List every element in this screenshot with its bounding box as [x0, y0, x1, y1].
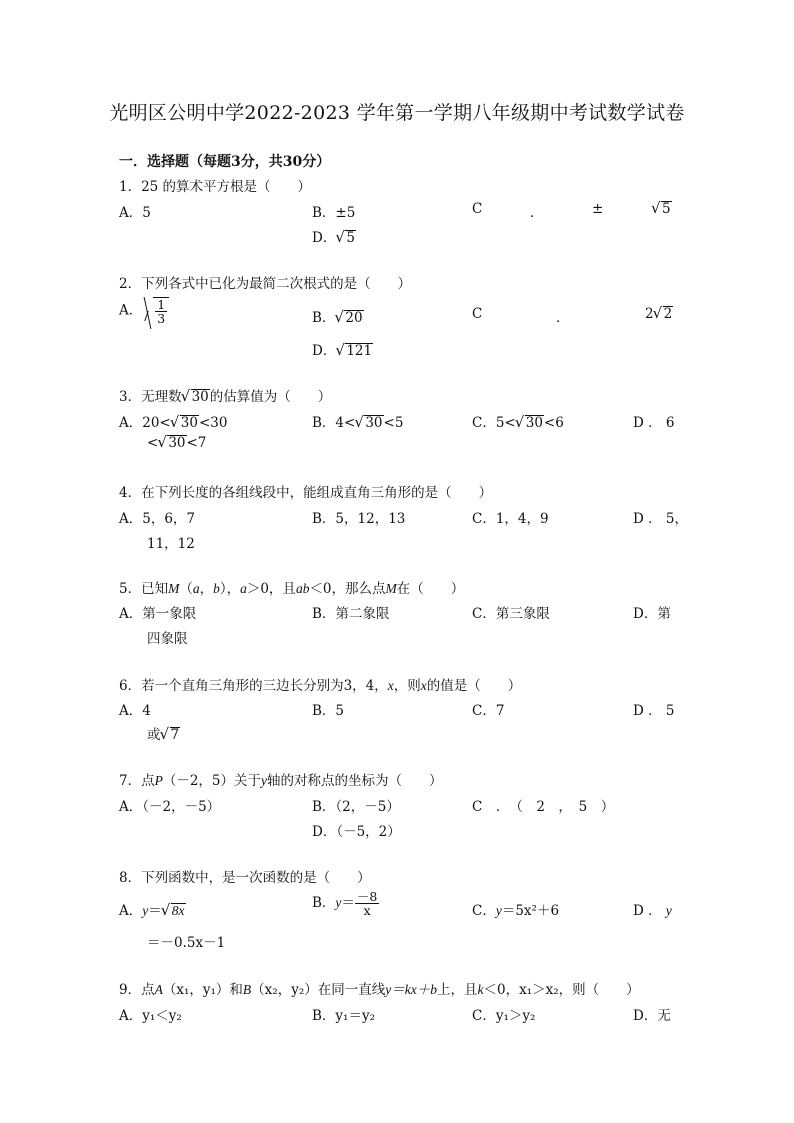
option-c: C．5< √ 30<6 — [472, 411, 564, 431]
option-c: C．y＝5x²＋6 — [472, 903, 560, 919]
option-d-radicand: 5 — [346, 230, 355, 246]
question-stem: 7．点P（－2，5）关于y轴的对称点的坐标为（ ） — [119, 773, 443, 789]
option-b: B．y₁＝y₂ — [312, 1008, 375, 1024]
question-stem: 4．在下列长度的各组线段中，能组成直角三角形的是（ ） — [119, 485, 493, 501]
option-b: B．5，12，13 — [312, 511, 406, 527]
option-a: A．4 — [119, 703, 151, 719]
option-c: C．7 — [472, 703, 505, 719]
option-d-continued: 四象限 — [147, 631, 188, 647]
option-a: A．（－2，－5） — [119, 799, 221, 815]
option-a: A．5，6，7 — [119, 511, 196, 527]
option-b: B．y＝ $\frac{-8}{x}$ — [312, 889, 378, 919]
option-d-label: D． — [312, 230, 337, 246]
option-c-label: C — [472, 306, 483, 322]
question-stem: 9．点A（x₁，y₁）和B（x₂，y₂）在同一直线y＝kx＋b上，且k＜0，x₁＞x₂，则（ ） — [119, 982, 640, 998]
option-d-continued: < √ 30<7 — [147, 435, 206, 451]
option-b-label: B． — [312, 310, 336, 326]
question-stem: 1．25 的算术平方根是（ ） — [119, 179, 312, 195]
option-a: A．y＝ √ 8x — [119, 899, 186, 919]
question-stem: 2．下列各式中已化为最简二次根式的是（ ） — [119, 276, 412, 292]
option-c-dot: ． — [556, 310, 570, 326]
option-d: D ． 5， — [633, 511, 688, 527]
page-title: 光明区公明中学2022-2023 学年第一学期八年级期中考试数学试卷 — [109, 102, 685, 124]
option-c-radicand: 5 — [662, 201, 671, 217]
option-a-label: A． — [119, 302, 143, 319]
option-a: A．y₁＜y₂ — [119, 1008, 182, 1024]
option-b: B．±5 — [312, 205, 356, 221]
option-a: A．5 — [119, 205, 151, 221]
option-b: B．5 — [312, 703, 345, 719]
option-d-continued: 或 √ 7 — [147, 723, 180, 743]
option-d: D ． 6 — [633, 415, 675, 431]
section-heading: 一．选择题（每题3分，共30分） — [119, 154, 331, 170]
sqrt-fraction: $\frac{1}{3}$ — [142, 297, 169, 325]
option-d: D ． 5 — [633, 703, 675, 719]
option-a: A．第一象限 — [119, 606, 197, 622]
option-b: B．4< √ 30<5 — [312, 411, 403, 431]
option-d: D．无 — [633, 1008, 671, 1024]
option-c-dot: ． — [530, 205, 544, 221]
option-c: C．第三象限 — [472, 606, 550, 622]
question-stem: 5．已知M（a，b），a＞0，且ab＜0，那么点M在（ ） — [119, 581, 465, 597]
option-d: D．第 — [633, 606, 671, 622]
option-c: C ． （ 2 ， 5 ） — [472, 799, 615, 815]
option-c: C．1，4，9 — [472, 511, 549, 527]
option-d-continued: ＝－0.5x－1 — [147, 935, 226, 951]
option-d-continued: 11，12 — [147, 536, 195, 552]
option-d: D．（－5，2） — [312, 824, 401, 840]
option-b: B．第二象限 — [312, 606, 390, 622]
option-c-label: C — [472, 201, 483, 217]
option-c: C．y₁＞y₂ — [472, 1008, 536, 1024]
option-c-pm: ± — [592, 201, 604, 217]
option-a: A．20< √ 30<30 — [119, 411, 227, 431]
question-stem: 6．若一个直角三角形的三边长分别为3，4，x，则x的值是（ ） — [119, 678, 522, 694]
option-d: D ． y — [633, 903, 672, 919]
option-c-coef: 2 — [645, 306, 654, 322]
option-d-label: D． — [312, 343, 337, 359]
option-b: B．（2，－5） — [312, 799, 400, 815]
question-stem: 8．下列函数中，是一次函数的是（ ） — [119, 870, 371, 886]
